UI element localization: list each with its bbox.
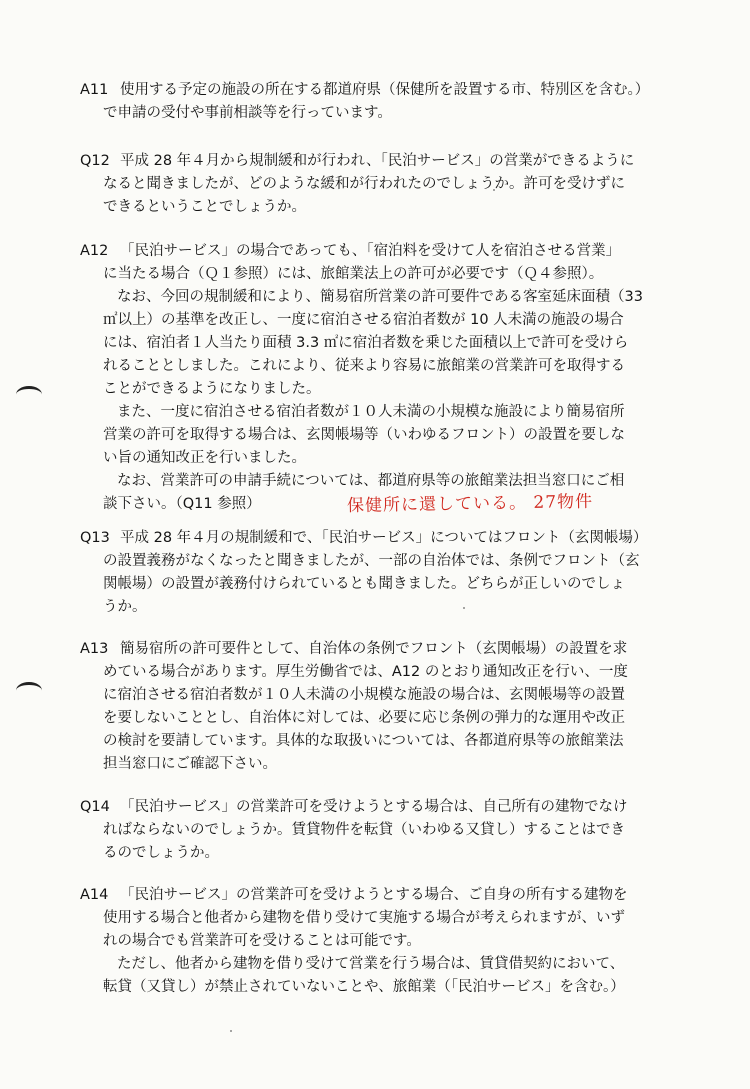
answer-line: 簡易宿所の許可要件として、自治体の条例でフロント（玄関帳場）の設置を求 (120, 641, 628, 657)
question-q12 (80, 150, 690, 219)
question-label: Q14 (80, 799, 110, 815)
answer-line: い旨の通知改正を行いました。 (103, 450, 306, 466)
question-line: 平成 28 年４月から規制緩和が行われ、「民泊サービス」の営業ができるように (120, 153, 635, 169)
question-line: 関帳場）の設置が義務付けられているとも聞きました。どちらが正しいのでしょ (103, 576, 625, 592)
answer-line: 担当窓口にご確認下さい。 (103, 756, 277, 772)
answer-line: 使用する場合と他者から建物を借り受けて実施する場合が考えられますが、いず (103, 910, 625, 926)
scan-speck (230, 1030, 232, 1032)
answer-line: なお、今回の規制緩和により、簡易宿所営業の許可要件である客室延床面積（33 (117, 289, 643, 305)
answer-a11 (80, 79, 690, 125)
question-line: 平成 28 年４月の規制緩和で、「民泊サービス」についてはフロント（玄関帳場） (120, 530, 648, 546)
answer-line: なお、営業許可の申請手続については、都道府県等の旅館業法担当窓口にご相 (117, 473, 625, 489)
question-q14 (80, 796, 690, 865)
answer-a12 (80, 240, 690, 516)
answer-line: また、一度に宿泊させる宿泊者数が１０人未満の小規模な施設により簡易宿所 (117, 404, 625, 420)
answer-a14 (80, 884, 690, 999)
answer-line: で申請の受付や事前相談等を行っています。 (103, 105, 392, 121)
answer-line: には、宿泊者１人当たり面積 3.3 ㎡に宿泊者数を乗じた面積以上で許可を受けら (103, 335, 629, 351)
question-line: なると聞きましたが、どのような緩和が行われたのでしょうか。許可を受けずに (103, 176, 625, 192)
answer-line: を要しないこととし、自治体に対しては、必要に応じ条例の弾力的な運用や改正 (103, 710, 625, 726)
answer-line: れることとしました。これにより、従来より容易に旅館業の営業許可を取得する (103, 358, 625, 374)
question-label: Q13 (80, 530, 110, 546)
answer-line: 使用する予定の施設の所在する都道府県（保健所を設置する市、特別区を含む。） (120, 82, 650, 98)
answer-line: 転貸（又貸し）が禁止されていないことや、旅館業（「民泊サービス」を含む。） (103, 979, 625, 995)
answer-line: 「民泊サービス」の営業許可を受けようとする場合、ご自身の所有する建物を (120, 887, 628, 903)
answer-label: A11 (80, 82, 109, 98)
answer-label: A13 (80, 641, 109, 657)
question-line: 「民泊サービス」の営業許可を受けようとする場合は、自己所有の建物でなけ (120, 799, 628, 815)
question-line: うか。 (103, 599, 147, 615)
answer-label: A14 (80, 887, 109, 903)
answer-a13 (80, 638, 690, 776)
punch-hole-mark (16, 386, 42, 403)
answer-label: A12 (80, 243, 109, 259)
question-line: るのでしょうか。 (103, 845, 219, 861)
answer-line: れの場合でも営業許可を受けることは可能です。 (103, 933, 421, 949)
answer-line: に当たる場合（Ｑ１参照）には、旅館業法上の許可が必要です（Ｑ４参照）。 (103, 266, 604, 282)
answer-line: の検討を要請しています。具体的な取扱いについては、各都道府県等の旅館業法 (103, 733, 624, 749)
question-q13 (80, 527, 690, 619)
question-line: ればならないのでしょうか。賃貸物件を転貸（いわゆる又貸し）することはでき (103, 822, 625, 838)
question-line: の設置義務がなくなったと聞きましたが、一部の自治体では、条例でフロント（玄 (103, 553, 640, 569)
answer-line: めている場合があります。厚生労働省では、A12 のとおり通知改正を行い、一度 (103, 664, 628, 680)
punch-hole-mark (16, 682, 42, 699)
answer-line: ㎡以上）の基準を改正し、一度に宿泊させる宿泊者数が 10 人未満の施設の場合 (103, 312, 624, 328)
answer-line: 「民泊サービス」の場合であっても、「宿泊料を受けて人を宿泊させる営業」 (120, 243, 621, 259)
answer-line: ことができるようになりました。 (103, 381, 321, 397)
answer-line: 営業の許可を取得する場合は、玄関帳場等（いわゆるフロント）の設置を要しな (103, 427, 625, 443)
question-label: Q12 (80, 153, 110, 169)
answer-line: ただし、他者から建物を借り受けて営業を行う場合は、賃貸借契約において、 (117, 956, 625, 972)
handwritten-note: 保健所に還している。 27物件 (346, 491, 594, 517)
question-line: できるということでしょうか。 (103, 199, 306, 215)
answer-line: に宿泊させる宿泊者数が１０人未満の小規模な施設の場合は、玄関帳場等の設置 (103, 687, 625, 703)
answer-line: 談下さい。（Q11 参照） (103, 496, 261, 512)
